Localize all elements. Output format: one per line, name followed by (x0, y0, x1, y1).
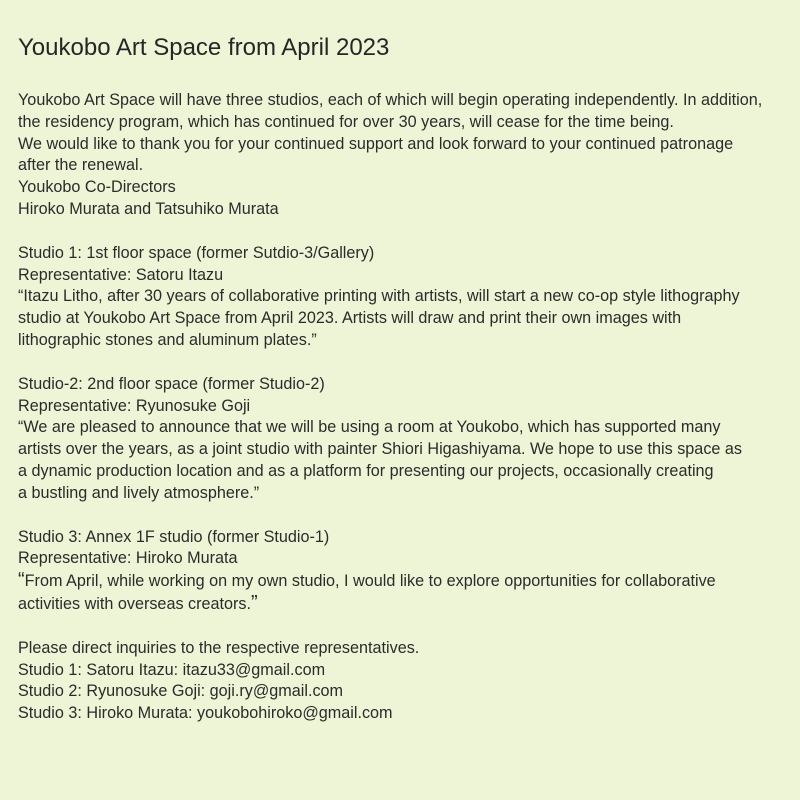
contact-studio2: Studio 2: Ryunosuke Goji: goji.ry@gmail.com (18, 682, 344, 701)
signature-title: Youkobo Co-Directors (18, 178, 176, 197)
studio3-representative: Representative: Hiroko Murata (18, 549, 238, 568)
studio3-quote-text: From April, while working on my own studio, I would like to explore opportunities for collaborative (24, 572, 716, 591)
studio3-heading: Studio 3: Annex 1F studio (former Studio-1) (18, 527, 330, 546)
intro-section (18, 90, 784, 221)
intro-line: after the renewal. (18, 156, 144, 175)
intro-line: We would like to thank you for your continued support and look forward to your continued patronage (18, 134, 734, 153)
signature-names: Hiroko Murata and Tatsuhiko Murata (18, 199, 279, 218)
contact-studio1: Studio 1: Satoru Itazu: itazu33@gmail.com (18, 660, 326, 679)
contact-studio3: Studio 3: Hiroko Murata: youkobohiroko@gmail.com (18, 704, 393, 723)
studio3-section (18, 527, 784, 616)
close-quote-mark: ” (251, 591, 258, 614)
studio3-quote-line (18, 570, 784, 593)
studio1-quote-line: “Itazu Litho, after 30 years of collaborative printing with artists, will start a new co-op style lithography (18, 287, 740, 306)
studio2-section (18, 374, 784, 505)
contacts-section (18, 638, 784, 725)
studio2-representative: Representative: Ryunosuke Goji (18, 396, 251, 415)
page-title: Youkobo Art Space from April 2023 (18, 34, 390, 61)
studio1-section (18, 243, 784, 352)
studio3-quote-text: activities with overseas creators. (18, 594, 252, 613)
studio2-quote-line: artists over the years, as a joint studio with painter Shiori Higashiyama. We hope to use this space as (18, 440, 743, 459)
studio2-quote-line: a dynamic production location and as a platform for presenting our projects, occasionally creating (18, 461, 714, 480)
studio1-quote-line: lithographic stones and aluminum plates.” (18, 330, 317, 349)
studio1-heading: Studio 1: 1st floor space (former Sutdio-3/Gallery) (18, 243, 375, 262)
studio3-quote-line (18, 593, 784, 616)
studio1-representative: Representative: Satoru Itazu (18, 265, 224, 284)
studio2-heading: Studio-2: 2nd floor space (former Studio-2) (18, 374, 325, 393)
studio2-quote-line: “We are pleased to announce that we will be using a room at Youkobo, which has supported many (18, 418, 721, 437)
intro-line: Youkobo Art Space will have three studios, each of which will begin operating independently. In addition, (18, 91, 763, 109)
contacts-intro: Please direct inquiries to the respective representatives. (18, 638, 420, 657)
open-quote-mark: “ (18, 569, 25, 592)
intro-line: the residency program, which has continued for over 30 years, will cease for the time being. (18, 112, 674, 131)
studio2-quote-line: a bustling and lively atmosphere.” (18, 483, 260, 502)
studio1-quote-line: studio at Youkobo Art Space from April 2023. Artists will draw and print their own images with (18, 309, 682, 328)
